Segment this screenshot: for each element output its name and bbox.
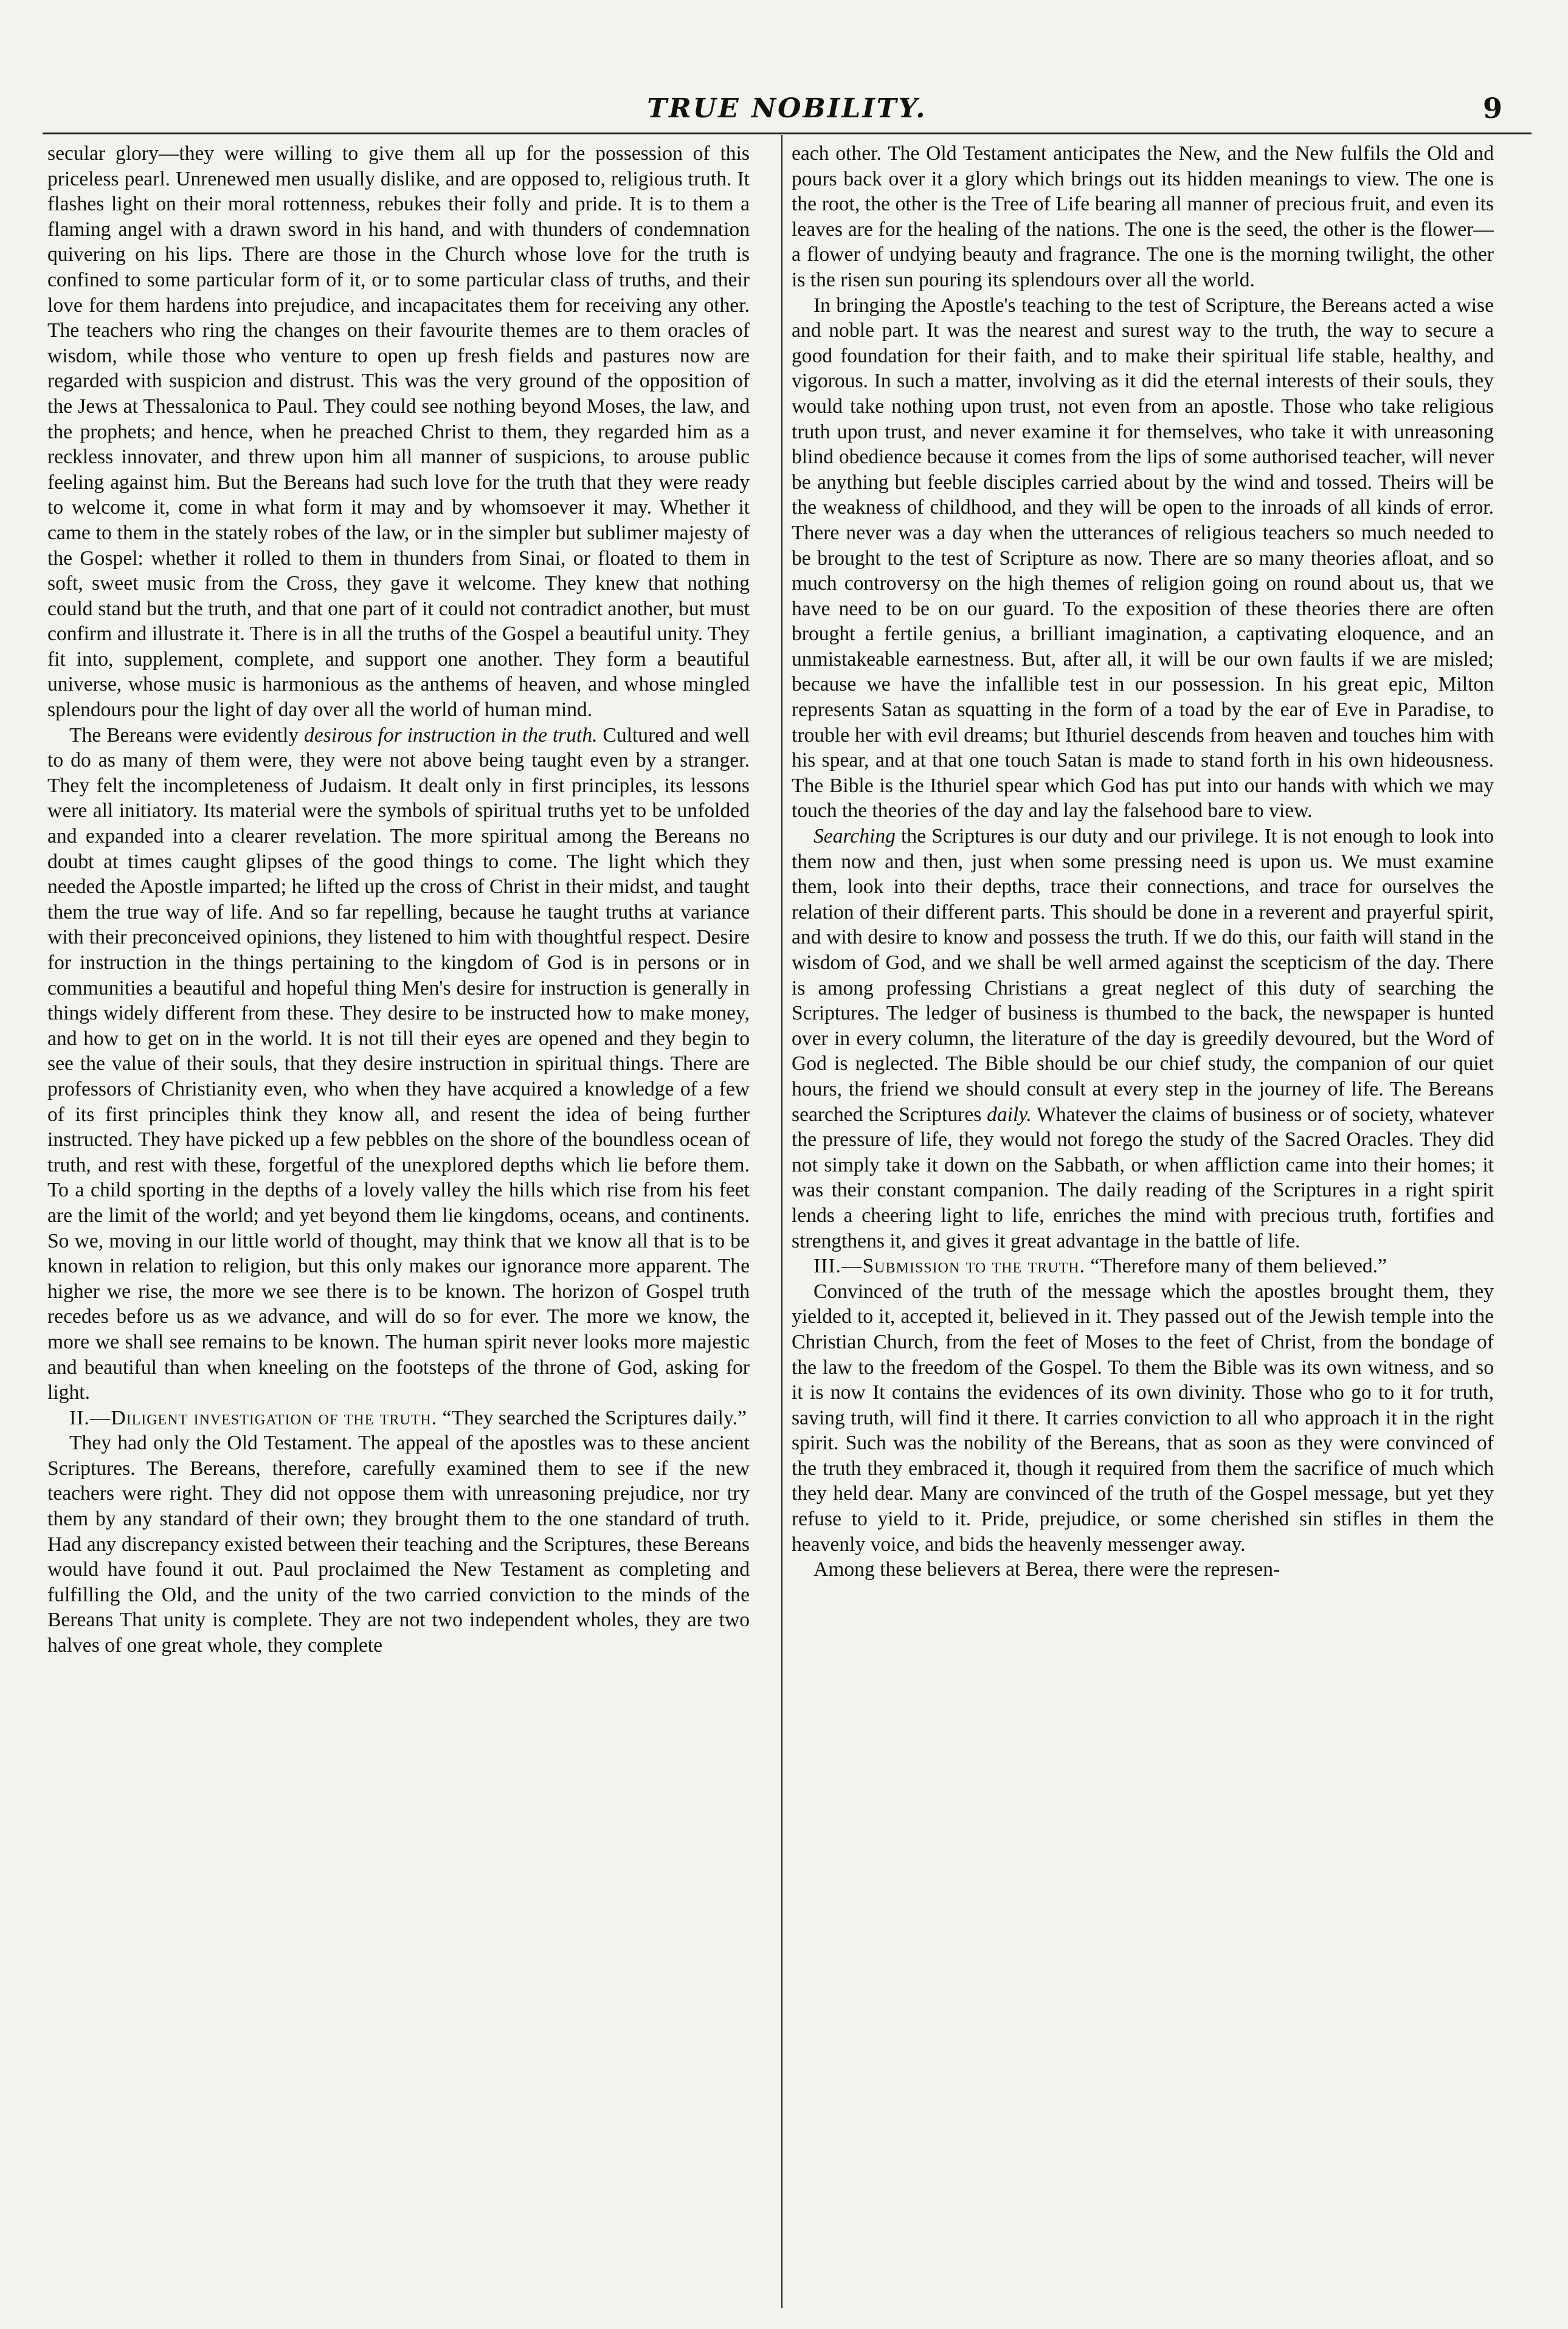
section-heading-2 xyxy=(47,1406,750,1431)
right-paragraph-3-italic: Searching xyxy=(813,825,896,848)
right-paragraph-1: each other. The Old Testament anticipates the New, and the New fulfils the Old and pours back over it a glory which brings out its hidden meanings to view. The one is the root, the other is the Tree of Life bearing all manner of precious fruit, and even its leaves are for the healing of the nations. The one is the seed, the other is the flower—a flower of undying beauty and fragrance. The one is the morning twilight, the other is the risen sun pouring its splendours over all the world. xyxy=(792,142,1494,291)
right-paragraph-3-rest: the Scriptures is our duty and our privilege. It is not enough to look into them now and then, just when some pressing need is upon us. We must examine them, look into their depths, trace their connections, and trace for ourselves the relation of their different parts. This should be done in a reverent and prayerful spirit, and with desire to know and possess the truth. If we do this, our faith will stand in the wisdom of God, and we shall be well armed against the scepticism of the day. There is among professing Christians a great neglect of this duty of searching the Scriptures. The ledger of business is thumbed to the back, the newspaper is hunted over in every column, the literature of the day is greedily devoured, but the Word of God is neglected. The Bible should be our chief study, the companion of our quiet hours, the friend we should consult at every step in the journey of life. The Bereans searched the Scriptures xyxy=(792,825,1494,1126)
right-paragraph-3-italic-2: daily. xyxy=(987,1103,1032,1126)
left-paragraph-2 xyxy=(47,723,750,1406)
section-heading-3-quote: “Therefore many of them believed.” xyxy=(1085,1255,1387,1278)
right-paragraph-3-end: Whatever the claims of business or of society, whatever the pressure of life, they would not forego the study of the Sacred Oracles. They did not simply take it down on the Sabbath, or when affliction came into their homes; it was their constant companion. The daily reading of the Scriptures in a right spirit lends a cheering light to life, enriches the mind with precious truth, fortifies and strengthens it, and gives it great advantage in the battle of life. xyxy=(792,1103,1494,1252)
right-paragraph-5: Convinced of the truth of the message which the apostles brought them, they yielded to it, accepted it, believed in it. They passed out of the Jewish temple into the Christian Church, from the feet of Moses to the feet of Christ, from the bondage of the law to the freedom of the Gospel. To them the Bible was its own witness, and so it is now It contains the evidences of its own divinity. Those who go to it for truth, saving truth, will find it there. It carries conviction to all who approach it in the right spirit. Such was the nobility of the Bereans, that as soon as they were convinced of the truth they embraced it, though it required from them the sacrifice of much which they held dear. Many are convinced of the truth of the Gospel message, but yet they refuse to yield to it. Pride, prejudice, or some cherished sin stifles in them the heavenly voice, and bids the heavenly messenger away. xyxy=(792,1280,1494,1556)
running-title: TRUE NOBILITY. xyxy=(647,93,927,124)
column-divider xyxy=(781,135,782,2308)
right-paragraph-6: Among these believers at Berea, there were the represen- xyxy=(813,1558,1280,1581)
section-heading-2-quote: “They searched the Scriptures daily.” xyxy=(437,1406,747,1429)
page-header xyxy=(43,88,1532,131)
page-number: 9 xyxy=(1482,92,1502,125)
right-paragraph-2: In bringing the Apostle's teaching to the test of Scripture, the Bereans acted a wise and noble part. It was the nearest and surest way to the truth, the way to secure a good foundation for their faith, and to make their spiritual life stable, healthy, and vigorous. In such a matter, involving as it did the eternal interests of their souls, they would take nothing upon trust, not even from an apostle. Those who take religious truth upon trust, and never examine it for themselves, who take it with unreasoning blind obedience because it comes from the lips of some authorised teacher, will never be anything but feeble disciples carried about by the wind and tossed. Theirs will be the weakness of childhood, and they will be open to the inroads of all kinds of error. There never was a day when the utterances of religious teachers so much needed to be brought to the test of Scripture as now. There are so many theories afloat, and so much controversy on the high themes of religion going on round about us, that we have need to be on our guard. To the exposition of these theories there are often brought a fertile genius, a brilliant imagination, a captivating eloquence, and an unmistakeable earnestness. But, after all, it will be our own faults if we are misled; because we have the infallible test in our possession. In his great epic, Milton represents Satan as squatting in the form of a toad by the ear of Eve in Paradise, to trouble her with evil dreams; but Ithuriel descends from heaven and touches him with his spear, and at that one touch Satan is made to stand forth in his own hideousness. The Bible is the Ithuriel spear which God has put into our hands with which we may touch the theories of the day and lay the falsehood bare to view. xyxy=(792,294,1494,823)
left-paragraph-2-italic: desirous for instruction in the truth. xyxy=(304,723,598,747)
right-column xyxy=(792,141,1494,2299)
left-paragraph-2-start: The Bereans were evidently xyxy=(69,723,305,747)
right-paragraph-3 xyxy=(792,824,1494,1254)
section-heading-2-title: II.—Diligent investigation of the truth. xyxy=(69,1406,438,1429)
left-paragraph-4: They had only the Old Testament. The appeal of the apostles was to these ancient Scriptures. The Bereans, therefore, carefully examined them to see if the new teachers were right. They did not oppose them with unreasoning prejudice, nor try them by any standard of their own; they brought them to the one standard of truth. Had any discrepancy existed between their teaching and the Scriptures, these Bereans would have found it out. Paul proclaimed the New Testament as completing and fulfilling the Old, and the unity of the two carried conviction to the minds of the Bereans That unity is complete. They are not two independent wholes, they are two halves of one great whole, they complete xyxy=(47,1432,750,1657)
header-rule xyxy=(43,133,1532,134)
section-heading-3-title: III.—Submission to the truth. xyxy=(813,1255,1085,1278)
left-paragraph-1: secular glory—they were willing to give them all up for the possession of this priceless pearl. Unrenewed men usually dislike, and are opposed to, religious truth. It flashes light on their moral rottenness, rebukes their folly and pride. It is to them a flaming angel with a drawn sword in his hand, and with thunders of condemnation quivering on his lips. There are those in the Church whose love for the truth is confined to some particular form of it, or to some particular class of truths, and their love for them hardens into prejudice, and incapacitates them for receiving any other. The teachers who ring the changes on their favourite themes are to them oracles of wisdom, while those who venture to open up fresh fields and pastures now are regarded with suspicion and distrust. This was the very ground of the opposition of the Jews at Thessalonica to Paul. They could see nothing beyond Moses, the law, and the prophets; and hence, when he preached Christ to them, they regarded him as a reckless innovater, and threw upon him all manner of suspicions, to arouse public feeling against him. But the Bereans had such love for the truth that they were ready to welcome it, come in what form it may and by whomsoever it may. Whether it came to them in the stately robes of the law, or in the simpler but sublimer majesty of the Gospel: whether it rolled to them in thunders from Sinai, or floated to them in soft, sweet music from the Cross, they gave it welcome. They knew that nothing could stand but the truth, and that one part of it could not contradict another, but must confirm and illustrate it. There is in all the truths of the Gospel a beautiful unity. They fit into, supplement, complete, and support one another. They form a beautiful universe, whose music is harmonious as the anthems of heaven, and whose mingled splendours pour the light of day over all the world of human mind. xyxy=(47,142,750,722)
left-paragraph-2-rest: Cultured and well to do as many of them were, they were not above being taught even by a stranger. They felt the incompleteness of Judaism. It dealt only in first principles, its lessons were all initiatory. Its material were the symbols of spiritual truths yet to be unfolded and expanded into a clearer revelation. The more spiritual among the Bereans no doubt at times caught glipses of the good things to come. The light which they needed the Apostle imparted; he lifted up the cross of Christ in their midst, and taught them the true way of life. And so far repelling, because he taught truths at variance with their preconceived opinions, they listened to him with thoughtful respect. Desire for instruction in the things pertaining to the kingdom of God is in persons or in communities a beautiful and hopeful thing Men's desire for instruction is generally in things widely different from these. They desire to be instructed how to make money, and how to get on in the world. It is not till their eyes are opened and they begin to see the value of their souls, that they desire instruction in spiritual things. There are professors of Christianity even, who when they have acquired a knowledge of a few of its first principles think they know all, and resent the idea of being further instructed. They have picked up a few pebbles on the shore of the boundless ocean of truth, and rest with these, forgetful of the unexplored depths which lie before them. To a child sporting in the depths of a lovely valley the hills which rise from his feet are the limit of the world; and yet beyond them lie kingdoms, oceans, and continents. So we, moving in our little world of thought, may think that we know all that is to be known in relation to religion, but this only makes our ignorance more apparent. The higher we rise, the more we see there is to be known. The horizon of Gospel truth recedes before us as we advance, and will do so for ever. The more we know, the more we shall see remains to be known. The human spirit never looks more majestic and beautiful than when kneeling on the footsteps of the throne of God, asking for light. xyxy=(47,723,750,1404)
left-column xyxy=(47,141,750,2299)
section-heading-3 xyxy=(792,1254,1494,1279)
